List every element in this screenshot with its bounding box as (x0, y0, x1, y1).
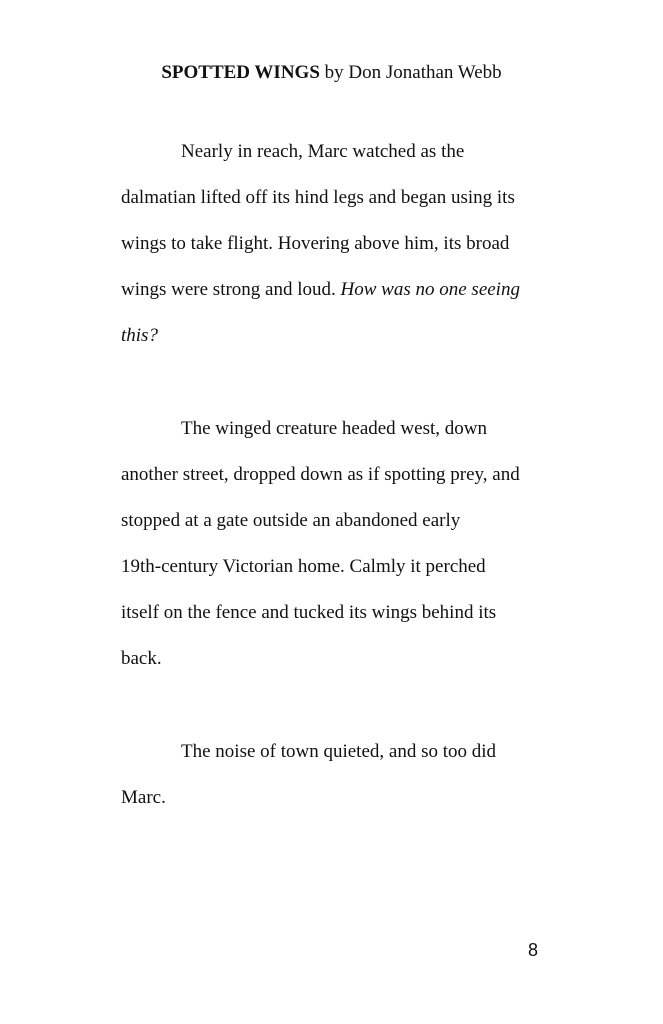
paragraph-1-line-5: this? (121, 325, 158, 346)
paragraph-2-line-2: another street, dropped down as if spotting prey, and (121, 464, 520, 485)
paragraph-2-line-6: back. (121, 648, 162, 669)
paragraph-1-line-3: wings to take flight. Hovering above him, its broad (121, 233, 510, 254)
paragraph-1-line-4 (121, 277, 520, 303)
story-title: SPOTTED WINGS (161, 62, 320, 83)
paragraph-1-line-2: dalmatian lifted off its hind legs and began using its (121, 187, 515, 208)
paragraph-3-line-1: The noise of town quieted, and so too did (181, 741, 497, 762)
story-byline: by Don Jonathan Webb (319, 62, 502, 83)
paragraph-1-italic-question: How was no one seeing (340, 279, 520, 300)
paragraph-1-line-4-text: wings were strong and loud. (121, 279, 341, 300)
paragraph-1-line-1: Nearly in reach, Marc watched as the (181, 141, 465, 162)
page-header (0, 60, 663, 86)
paragraph-3-line-2: Marc. (121, 787, 166, 808)
paragraph-2-line-3: stopped at a gate outside an abandoned early (121, 510, 461, 531)
paragraph-2-line-5: itself on the fence and tucked its wings behind its (121, 602, 497, 623)
paragraph-2-line-4: 19th-century Victorian home. Calmly it perched (121, 556, 486, 577)
page-number: 8 (528, 940, 539, 960)
paragraph-2-line-1: The winged creature headed west, down (181, 418, 487, 439)
